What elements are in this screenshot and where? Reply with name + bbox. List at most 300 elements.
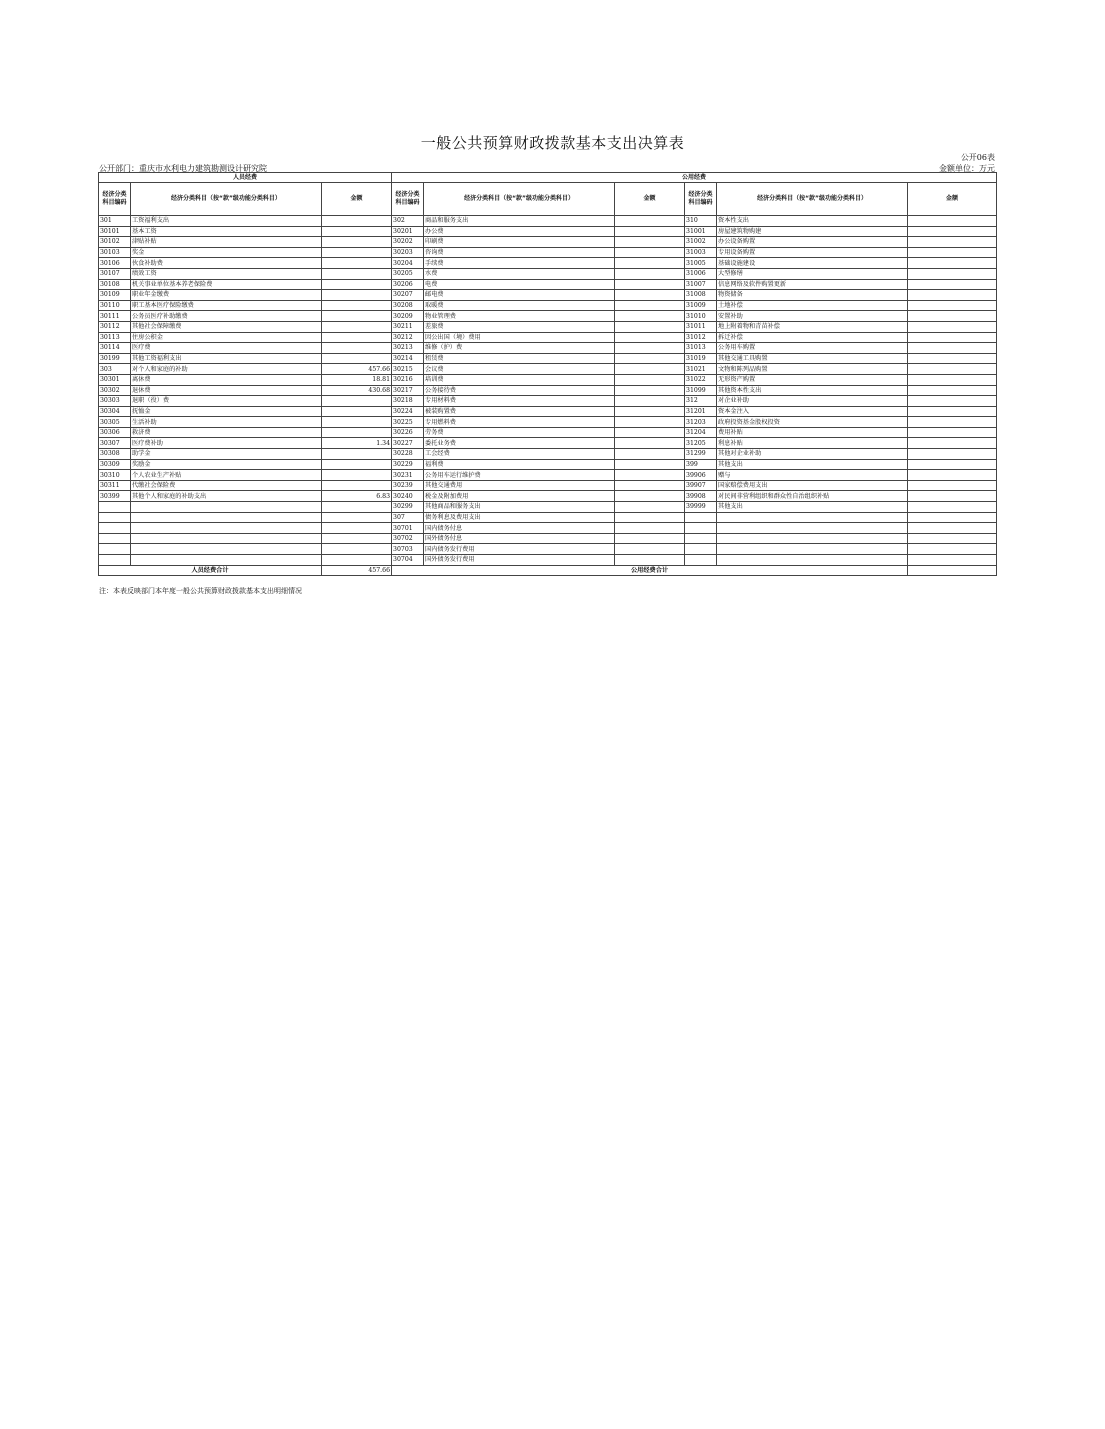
code-cell: 30201 — [392, 226, 424, 237]
amount-cell — [908, 332, 997, 343]
table-row — [99, 417, 997, 428]
amount-cell — [615, 544, 685, 555]
amount-cell — [615, 216, 685, 227]
code-cell: 31201 — [685, 406, 717, 417]
expenditure-table — [98, 172, 997, 576]
code-cell: 30214 — [392, 353, 424, 364]
table-row — [99, 353, 997, 364]
code-cell — [99, 544, 131, 555]
amount-cell — [322, 406, 392, 417]
table-row — [99, 512, 997, 523]
table-row — [99, 449, 997, 460]
code-cell: 30211 — [392, 321, 424, 332]
code-cell: 30110 — [99, 300, 131, 311]
code-cell — [99, 523, 131, 534]
name-cell: 物业管理费 — [424, 311, 615, 322]
amount-cell — [615, 449, 685, 460]
name-cell: 住房公积金 — [131, 332, 322, 343]
amount-cell — [322, 343, 392, 354]
name-cell: 基本工资 — [131, 226, 322, 237]
table-row — [99, 406, 997, 417]
code-cell: 31019 — [685, 353, 717, 364]
amount-cell: 457.66 — [322, 364, 392, 375]
table-row — [99, 459, 997, 470]
code-cell: 39908 — [685, 491, 717, 502]
code-cell: 30204 — [392, 258, 424, 269]
name-cell — [131, 555, 322, 566]
code-cell: 30205 — [392, 268, 424, 279]
code-cell: 39907 — [685, 480, 717, 491]
table-row — [99, 427, 997, 438]
table-row — [99, 290, 997, 301]
amount-cell — [908, 480, 997, 491]
amount-cell — [322, 459, 392, 470]
name-cell — [717, 544, 908, 555]
amount-cell — [908, 290, 997, 301]
code-cell: 30227 — [392, 438, 424, 449]
name-cell: 代缴社会保险费 — [131, 480, 322, 491]
code-cell: 31009 — [685, 300, 717, 311]
code-cell: 30114 — [99, 343, 131, 354]
amount-cell — [908, 470, 997, 481]
department-label: 公开部门：重庆市水利电力建筑勘测设计研究院 — [99, 164, 267, 173]
code-cell: 30207 — [392, 290, 424, 301]
code-cell: 30216 — [392, 374, 424, 385]
amount-cell — [322, 512, 392, 523]
amount-cell — [908, 459, 997, 470]
code-cell: 31010 — [685, 311, 717, 322]
name-cell: 办公费 — [424, 226, 615, 237]
name-cell: 地上附着物和青苗补偿 — [717, 321, 908, 332]
amount-header: 金额 — [908, 183, 997, 216]
name-cell — [131, 512, 322, 523]
code-cell: 30107 — [99, 268, 131, 279]
footnote: 注：本表反映部门本年度一般公共预算财政拨款基本支出明细情况 — [99, 587, 302, 595]
totals-row — [99, 565, 997, 576]
name-cell: 专用设备购置 — [717, 247, 908, 258]
amount-cell — [908, 438, 997, 449]
code-cell — [685, 523, 717, 534]
amount-cell — [322, 427, 392, 438]
name-cell: 其他交通费用 — [424, 480, 615, 491]
amount-cell — [615, 226, 685, 237]
name-cell — [131, 544, 322, 555]
code-cell: 30308 — [99, 449, 131, 460]
code-cell: 31003 — [685, 247, 717, 258]
code-cell — [685, 555, 717, 566]
name-cell: 助学金 — [131, 449, 322, 460]
code-cell: 30299 — [392, 502, 424, 513]
name-cell: 国外债务付息 — [424, 533, 615, 544]
code-cell: 30101 — [99, 226, 131, 237]
amount-header: 金额 — [615, 183, 685, 216]
name-cell: 退休费 — [131, 385, 322, 396]
name-header: 经济分类科目（按“款”级功能分类科目） — [131, 183, 322, 216]
amount-cell — [615, 311, 685, 322]
name-cell: 退职（役）费 — [131, 396, 322, 407]
amount-cell — [322, 321, 392, 332]
name-cell — [717, 533, 908, 544]
table-row — [99, 385, 997, 396]
amount-cell — [615, 385, 685, 396]
amount-cell — [615, 406, 685, 417]
name-cell: 其他工资福利支出 — [131, 353, 322, 364]
name-cell: 其他商品和服务支出 — [424, 502, 615, 513]
amount-cell — [615, 364, 685, 375]
form-number: 公开06表 — [960, 153, 995, 162]
name-cell: 其他社会保障缴费 — [131, 321, 322, 332]
amount-cell — [908, 491, 997, 502]
code-cell: 30306 — [99, 427, 131, 438]
amount-cell — [908, 512, 997, 523]
amount-cell — [908, 374, 997, 385]
code-cell: 30225 — [392, 417, 424, 428]
table-row — [99, 470, 997, 481]
code-cell: 31007 — [685, 279, 717, 290]
amount-cell — [908, 396, 997, 407]
table-row — [99, 279, 997, 290]
code-cell: 30102 — [99, 237, 131, 248]
code-cell: 30310 — [99, 470, 131, 481]
code-cell: 30301 — [99, 374, 131, 385]
code-cell: 31022 — [685, 374, 717, 385]
code-cell: 30239 — [392, 480, 424, 491]
code-cell: 30108 — [99, 279, 131, 290]
code-cell — [685, 544, 717, 555]
name-cell: 国内债务付息 — [424, 523, 615, 534]
code-cell: 30704 — [392, 555, 424, 566]
amount-cell — [908, 300, 997, 311]
name-cell: 国外债务发行费用 — [424, 555, 615, 566]
name-cell: 土地补偿 — [717, 300, 908, 311]
code-cell: 30228 — [392, 449, 424, 460]
name-cell — [717, 512, 908, 523]
amount-cell — [322, 226, 392, 237]
name-cell: 职工基本医疗保险缴费 — [131, 300, 322, 311]
name-cell: 奖励金 — [131, 459, 322, 470]
column-header-row — [99, 183, 997, 216]
amount-header: 金额 — [322, 183, 392, 216]
amount-cell — [908, 279, 997, 290]
name-cell: 维修（护）费 — [424, 343, 615, 354]
group-header-row — [99, 173, 997, 183]
amount-cell — [322, 258, 392, 269]
code-cell: 30302 — [99, 385, 131, 396]
amount-cell — [322, 544, 392, 555]
name-cell: 办公设备购置 — [717, 237, 908, 248]
amount-cell — [615, 343, 685, 354]
amount-cell — [908, 321, 997, 332]
amount-cell — [615, 470, 685, 481]
code-cell: 39999 — [685, 502, 717, 513]
name-cell: 邮电费 — [424, 290, 615, 301]
name-cell: 安置补助 — [717, 311, 908, 322]
amount-cell — [615, 374, 685, 385]
amount-cell — [615, 438, 685, 449]
code-cell: 31006 — [685, 268, 717, 279]
name-cell: 租赁费 — [424, 353, 615, 364]
public-total-label: 公用经费合计 — [392, 565, 908, 576]
code-cell: 30215 — [392, 364, 424, 375]
table-row — [99, 480, 997, 491]
amount-cell — [322, 502, 392, 513]
page-title: 一般公共预算财政拨款基本支出决算表 — [420, 134, 685, 152]
name-cell: 文物和陈列品购置 — [717, 364, 908, 375]
code-cell — [99, 512, 131, 523]
name-cell: 差旅费 — [424, 321, 615, 332]
code-cell: 30226 — [392, 427, 424, 438]
code-cell: 30203 — [392, 247, 424, 258]
table-row — [99, 364, 997, 375]
amount-cell — [322, 290, 392, 301]
name-cell: 电费 — [424, 279, 615, 290]
amount-cell — [908, 406, 997, 417]
code-cell — [685, 512, 717, 523]
amount-cell — [615, 533, 685, 544]
table-body — [99, 216, 997, 566]
table-row — [99, 396, 997, 407]
code-cell: 31011 — [685, 321, 717, 332]
amount-cell — [615, 502, 685, 513]
name-cell: 其他交通工具购置 — [717, 353, 908, 364]
public-group-header: 公用经费 — [392, 173, 997, 183]
name-header: 经济分类科目（按“款”级功能分类科目） — [717, 183, 908, 216]
name-cell: 债务利息及费用支出 — [424, 512, 615, 523]
amount-cell — [322, 533, 392, 544]
code-cell: 31005 — [685, 258, 717, 269]
table-row — [99, 502, 997, 513]
amount-cell — [908, 523, 997, 534]
code-header: 经济分类科目编码 — [685, 183, 717, 216]
code-cell: 31299 — [685, 449, 717, 460]
name-cell: 赠与 — [717, 470, 908, 481]
amount-cell — [908, 449, 997, 460]
amount-cell — [908, 353, 997, 364]
code-cell: 31021 — [685, 364, 717, 375]
amount-cell — [615, 427, 685, 438]
amount-cell — [908, 555, 997, 566]
code-cell: 39906 — [685, 470, 717, 481]
code-cell — [685, 533, 717, 544]
name-cell: 职业年金缴费 — [131, 290, 322, 301]
name-cell: 大型修缮 — [717, 268, 908, 279]
amount-cell — [615, 279, 685, 290]
amount-cell — [908, 343, 997, 354]
code-cell: 30224 — [392, 406, 424, 417]
code-cell: 30113 — [99, 332, 131, 343]
amount-cell — [908, 216, 997, 227]
name-cell: 公务员医疗补助缴费 — [131, 311, 322, 322]
name-cell: 国内债务发行费用 — [424, 544, 615, 555]
amount-cell — [908, 427, 997, 438]
name-cell: 利息补贴 — [717, 438, 908, 449]
name-cell: 其他支出 — [717, 459, 908, 470]
amount-cell — [322, 417, 392, 428]
code-header: 经济分类科目编码 — [99, 183, 131, 216]
amount-cell — [322, 470, 392, 481]
name-cell — [131, 502, 322, 513]
amount-cell — [322, 247, 392, 258]
code-cell: 30103 — [99, 247, 131, 258]
name-cell: 公务用车购置 — [717, 343, 908, 354]
code-cell: 31013 — [685, 343, 717, 354]
name-cell: 其他支出 — [717, 502, 908, 513]
personnel-group-header: 人员经费 — [99, 173, 392, 183]
code-cell: 30111 — [99, 311, 131, 322]
code-cell: 31008 — [685, 290, 717, 301]
table-row — [99, 258, 997, 269]
amount-cell — [322, 268, 392, 279]
name-cell: 拆迁补偿 — [717, 332, 908, 343]
amount-cell — [322, 555, 392, 566]
code-cell: 30213 — [392, 343, 424, 354]
name-cell: 被装购置费 — [424, 406, 615, 417]
table-row — [99, 300, 997, 311]
table-row — [99, 216, 997, 227]
name-cell: 房屋建筑物购建 — [717, 226, 908, 237]
amount-cell — [615, 459, 685, 470]
name-cell: 对企业补助 — [717, 396, 908, 407]
code-cell: 30305 — [99, 417, 131, 428]
amount-cell — [615, 290, 685, 301]
name-cell: 绩效工资 — [131, 268, 322, 279]
amount-cell — [615, 491, 685, 502]
table-row — [99, 555, 997, 566]
name-cell: 公务用车运行维护费 — [424, 470, 615, 481]
amount-cell — [322, 237, 392, 248]
code-cell: 31099 — [685, 385, 717, 396]
code-cell: 30703 — [392, 544, 424, 555]
code-cell: 30229 — [392, 459, 424, 470]
code-cell: 30112 — [99, 321, 131, 332]
code-cell: 30218 — [392, 396, 424, 407]
name-cell: 资本金注入 — [717, 406, 908, 417]
name-cell: 因公出国（境）费用 — [424, 332, 615, 343]
name-cell — [131, 533, 322, 544]
code-cell: 30309 — [99, 459, 131, 470]
name-cell: 水费 — [424, 268, 615, 279]
name-cell: 信息网络及软件购置更新 — [717, 279, 908, 290]
name-cell: 劳务费 — [424, 427, 615, 438]
code-cell: 30209 — [392, 311, 424, 322]
code-cell — [99, 502, 131, 513]
name-cell: 福利费 — [424, 459, 615, 470]
amount-cell — [322, 353, 392, 364]
table-row — [99, 226, 997, 237]
code-cell: 301 — [99, 216, 131, 227]
code-cell: 30240 — [392, 491, 424, 502]
name-cell: 伙食补助费 — [131, 258, 322, 269]
name-cell: 其他对企业补助 — [717, 449, 908, 460]
name-cell: 委托业务费 — [424, 438, 615, 449]
amount-cell — [322, 332, 392, 343]
table-row — [99, 523, 997, 534]
code-cell: 310 — [685, 216, 717, 227]
amount-cell: 18.81 — [322, 374, 392, 385]
amount-cell — [615, 300, 685, 311]
table-row — [99, 491, 997, 502]
code-cell: 30212 — [392, 332, 424, 343]
code-cell: 31204 — [685, 427, 717, 438]
code-cell: 399 — [685, 459, 717, 470]
code-cell: 30701 — [392, 523, 424, 534]
amount-cell — [908, 258, 997, 269]
table-row — [99, 343, 997, 354]
amount-cell — [322, 300, 392, 311]
amount-cell — [908, 226, 997, 237]
name-cell: 对个人和家庭的补助 — [131, 364, 322, 375]
name-cell: 会议费 — [424, 364, 615, 375]
amount-cell — [615, 417, 685, 428]
amount-cell — [615, 268, 685, 279]
table-row — [99, 533, 997, 544]
amount-cell — [615, 353, 685, 364]
code-cell: 31012 — [685, 332, 717, 343]
name-cell — [717, 555, 908, 566]
amount-cell: 1.34 — [322, 438, 392, 449]
code-cell: 31001 — [685, 226, 717, 237]
code-cell — [99, 555, 131, 566]
table-row — [99, 247, 997, 258]
name-cell: 取暖费 — [424, 300, 615, 311]
name-cell: 专用材料费 — [424, 396, 615, 407]
name-cell: 手续费 — [424, 258, 615, 269]
name-cell: 奖金 — [131, 247, 322, 258]
table-row — [99, 311, 997, 322]
name-cell: 商品和服务支出 — [424, 216, 615, 227]
code-cell: 30304 — [99, 406, 131, 417]
name-cell: 政府投资基金股权投资 — [717, 417, 908, 428]
name-cell: 抚恤金 — [131, 406, 322, 417]
personnel-total-amount: 457.66 — [322, 565, 392, 576]
name-cell: 医疗费补助 — [131, 438, 322, 449]
table-row — [99, 544, 997, 555]
code-cell: 30311 — [99, 480, 131, 491]
name-cell: 医疗费 — [131, 343, 322, 354]
name-cell: 资本性支出 — [717, 216, 908, 227]
code-cell — [99, 533, 131, 544]
code-cell: 31203 — [685, 417, 717, 428]
amount-cell — [615, 480, 685, 491]
table-row — [99, 268, 997, 279]
amount-cell — [615, 523, 685, 534]
public-total-amount — [908, 565, 997, 576]
table-row — [99, 321, 997, 332]
table-row — [99, 237, 997, 248]
amount-cell — [908, 385, 997, 396]
name-cell: 培训费 — [424, 374, 615, 385]
name-cell: 其他个人和家庭的补助支出 — [131, 491, 322, 502]
amount-cell — [908, 311, 997, 322]
personnel-total-label: 人员经费合计 — [99, 565, 322, 576]
code-cell: 30303 — [99, 396, 131, 407]
name-cell: 离休费 — [131, 374, 322, 385]
code-cell: 30208 — [392, 300, 424, 311]
amount-cell — [908, 502, 997, 513]
amount-cell: 430.68 — [322, 385, 392, 396]
name-cell — [131, 523, 322, 534]
code-cell: 30106 — [99, 258, 131, 269]
code-cell: 30702 — [392, 533, 424, 544]
code-cell: 307 — [392, 512, 424, 523]
name-cell: 税金及附加费用 — [424, 491, 615, 502]
amount-cell — [615, 321, 685, 332]
name-cell: 咨询费 — [424, 247, 615, 258]
name-cell — [717, 523, 908, 534]
name-cell: 物资储备 — [717, 290, 908, 301]
code-cell: 303 — [99, 364, 131, 375]
name-cell: 国家赔偿费用支出 — [717, 480, 908, 491]
